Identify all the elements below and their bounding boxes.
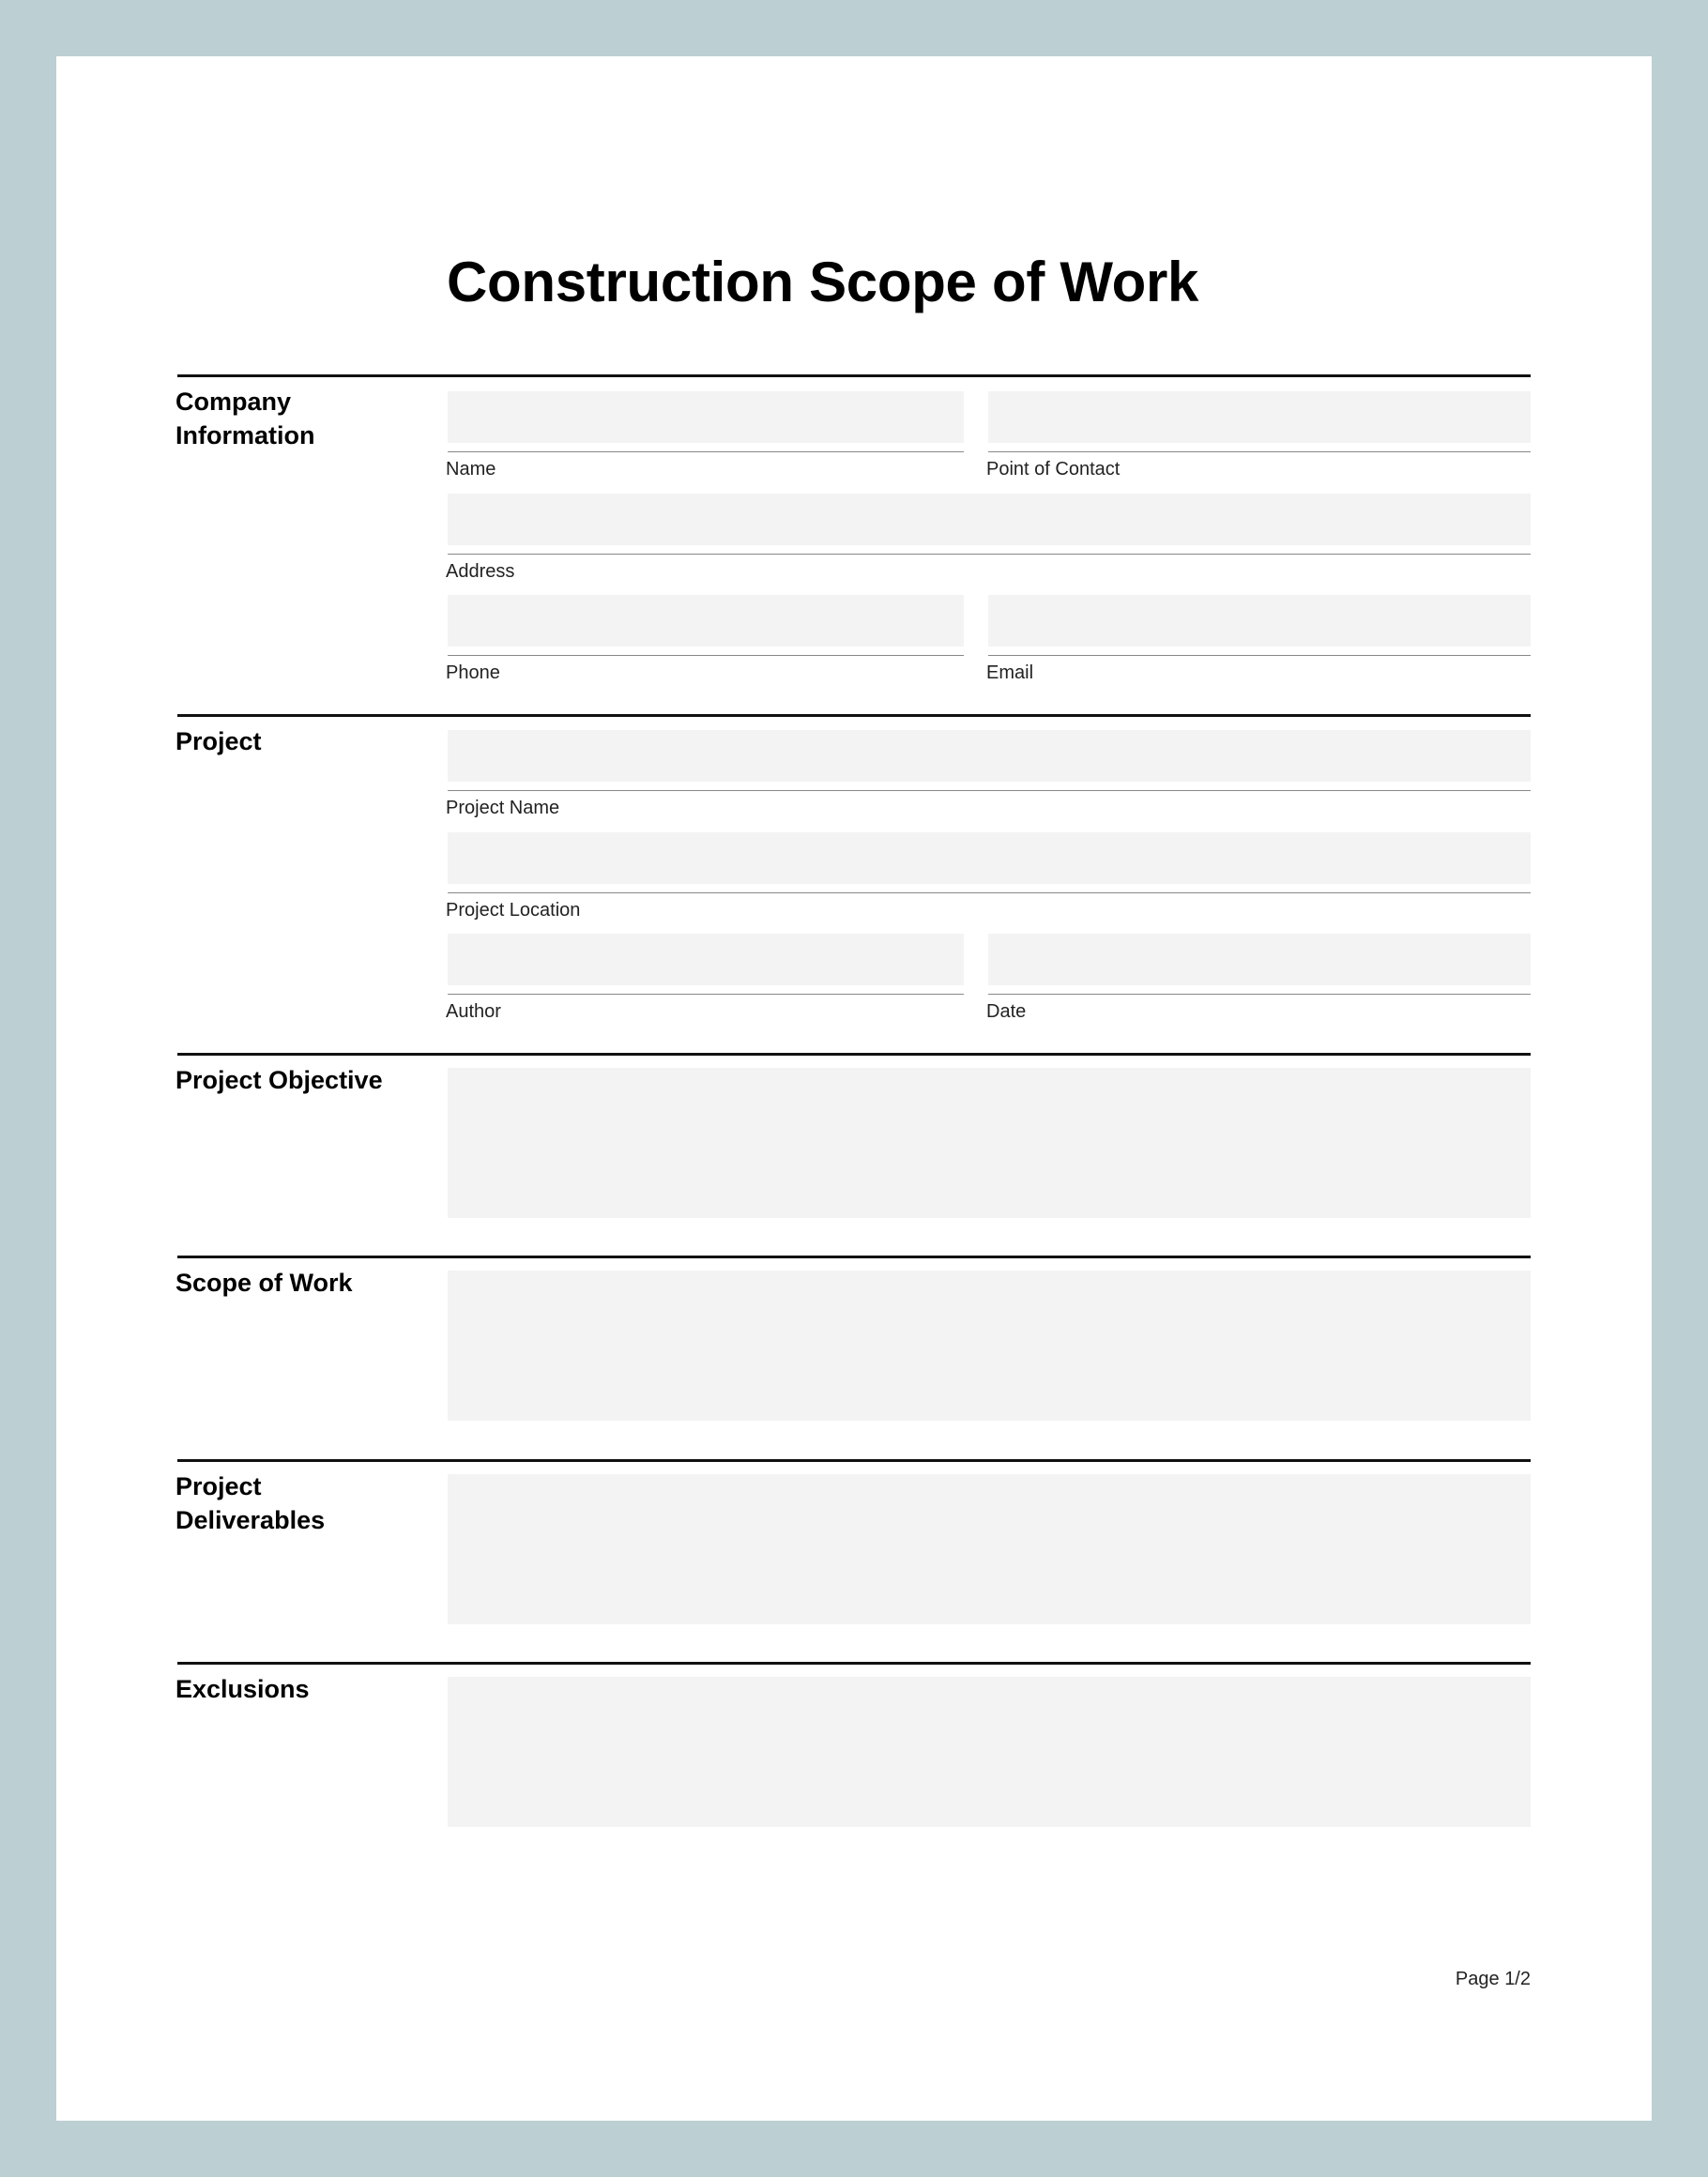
section-label-line: Deliverables — [175, 1506, 326, 1534]
phone-input[interactable] — [448, 595, 964, 647]
email-input[interactable] — [988, 595, 1531, 647]
date-field[interactable] — [986, 934, 1531, 1022]
section-scope-of-work — [177, 1256, 1531, 1455]
email-field[interactable] — [986, 595, 1531, 683]
phone-label: Phone — [446, 662, 500, 683]
exclusions-textarea[interactable] — [448, 1677, 1531, 1827]
address-input[interactable] — [448, 494, 1531, 545]
phone-field[interactable] — [446, 595, 964, 683]
project-objective-textarea[interactable] — [448, 1068, 1531, 1218]
document-page — [56, 56, 1652, 2121]
author-field[interactable] — [446, 934, 964, 1022]
section-label-line: Company — [175, 388, 292, 416]
project-name-label: Project Name — [446, 798, 560, 818]
date-input[interactable] — [988, 934, 1531, 985]
section-project-objective — [177, 1053, 1531, 1253]
company-name-input[interactable] — [448, 391, 964, 443]
point-of-contact-label: Point of Contact — [986, 459, 1121, 480]
section-project-deliverables — [177, 1459, 1531, 1659]
section-label-exclusions: Exclusions — [175, 1675, 310, 1703]
project-deliverables-textarea[interactable] — [448, 1474, 1531, 1624]
section-company-information — [177, 374, 1531, 715]
section-label-line: Information — [175, 421, 315, 449]
address-label: Address — [446, 561, 515, 582]
section-exclusions — [177, 1662, 1531, 1862]
project-name-field[interactable] — [446, 730, 1531, 818]
section-label-line: Project — [175, 1472, 262, 1500]
project-location-label: Project Location — [446, 900, 581, 921]
date-label: Date — [986, 1001, 1027, 1022]
project-name-input[interactable] — [448, 730, 1531, 782]
page-number: Page 1/2 — [1455, 1969, 1531, 1989]
company-name-field[interactable] — [446, 391, 964, 480]
author-label: Author — [446, 1001, 501, 1022]
section-label-project: Project — [175, 727, 262, 755]
scope-of-work-textarea[interactable] — [448, 1271, 1531, 1421]
section-label-scope-of-work: Scope of Work — [175, 1269, 353, 1297]
section-label-project-deliverables — [175, 1469, 429, 1537]
email-label: Email — [986, 662, 1034, 683]
page-title: Construction Scope of Work — [447, 251, 1199, 313]
section-project — [177, 714, 1531, 1055]
project-location-input[interactable] — [448, 832, 1531, 884]
point-of-contact-field[interactable] — [986, 391, 1531, 480]
section-label-company-information — [175, 385, 429, 452]
project-location-field[interactable] — [446, 832, 1531, 921]
company-name-label: Name — [446, 459, 496, 480]
author-input[interactable] — [448, 934, 964, 985]
section-label-project-objective: Project Objective — [175, 1066, 383, 1094]
address-field[interactable] — [446, 494, 1531, 582]
point-of-contact-input[interactable] — [988, 391, 1531, 443]
